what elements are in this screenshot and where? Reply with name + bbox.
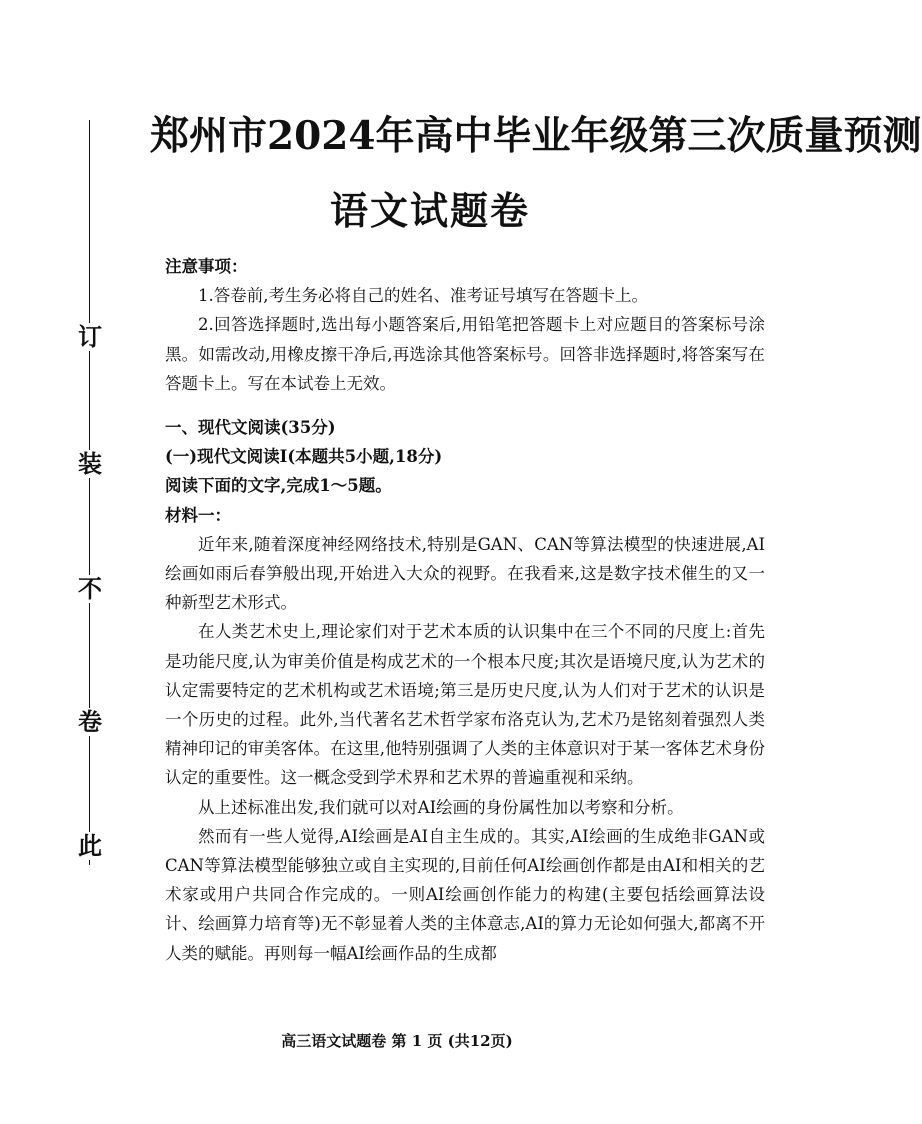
binding-char: 不 xyxy=(78,574,102,603)
notice-item: 1.答卷前,考生务必将自己的姓名、准考证号填写在答题卡上。 xyxy=(198,286,648,306)
page-content xyxy=(165,252,765,968)
binding-char: 此 xyxy=(78,831,102,860)
passage-paragraph: 在人类艺术史上,理论家们对于艺术本质的认识集中在三个不同的尺度上:首先是功能尺度,认为审美价值是构成艺术的一个根本尺度;其次是语境尺度,认为艺术的认定需要特定的艺术机构或艺术语境;第三是历史尺度,认为人们对于艺术的认识是一个历史的过程。此外,当代著名艺术哲学家布洛克认为,艺术乃是铭刻着强烈人类精神印记的审美客体。在这里,他特别强调了人类的主体意识对于某一客体艺术身份认定的重要性。这一概念受到学术界和艺术界的普遍重视和采纳。 xyxy=(165,622,765,788)
section-instruction: 阅读下面的文字,完成1～5题。 xyxy=(165,476,392,496)
material-label: 材料一： xyxy=(165,505,231,525)
passage-paragraph: 近年来,随着深度神经网络技术,特别是GAN、CAN等算法模型的快速进展,AI绘画如雨后春笋般出现,开始进入大众的视野。在我看来,这是数字技术催生的又一种新型艺术形式。 xyxy=(165,534,765,613)
notice-heading: 注意事项： xyxy=(165,257,248,276)
passage-paragraph: 然而有一些人觉得,AI绘画是AI自主生成的。其实,AI绘画的生成绝非GAN或CAN等算法模型能够独立或自主实现的,目前任何AI绘画创作都是由AI和相关的艺术家或用户共同合作完成的。一则AI绘画创作能力的构建(主要包括绘画算法设计、绘画算力培育等)无不彰显着人类的主体意志,AI的算力无论如何强大,都离不开人类的赋能。再则每一幅AI绘画作品的生成都 xyxy=(165,826,765,963)
binding-margin xyxy=(70,120,110,870)
notice-item: 2.回答选择题时,选出每小题答案后,用铅笔把答题卡上对应题目的答案标号涂黑。如需改动,用橡皮擦干净后,再选涂其他答案标号。回答非选择题时,将答案写在答题卡上。写在本试卷上无效。 xyxy=(165,315,765,393)
binding-char: 卷 xyxy=(78,707,102,736)
section-heading: 一、现代文阅读(35分) xyxy=(165,418,336,438)
section-subheading: (一)现代文阅读Ⅰ(本题共5小题,18分) xyxy=(165,447,443,467)
binding-char: 订 xyxy=(78,322,102,351)
exam-title: 郑州市2024年高中毕业年级第三次质量预测 xyxy=(150,113,922,159)
exam-subtitle: 语文试题卷 xyxy=(329,188,530,233)
passage-paragraph: 从上述标准出发,我们就可以对AI绘画的身份属性加以考察和分析。 xyxy=(198,797,684,817)
page-footer: 高三语文试题卷 第 1 页 (共12页) xyxy=(281,1032,513,1050)
binding-line xyxy=(89,120,90,865)
binding-char: 装 xyxy=(78,449,102,478)
